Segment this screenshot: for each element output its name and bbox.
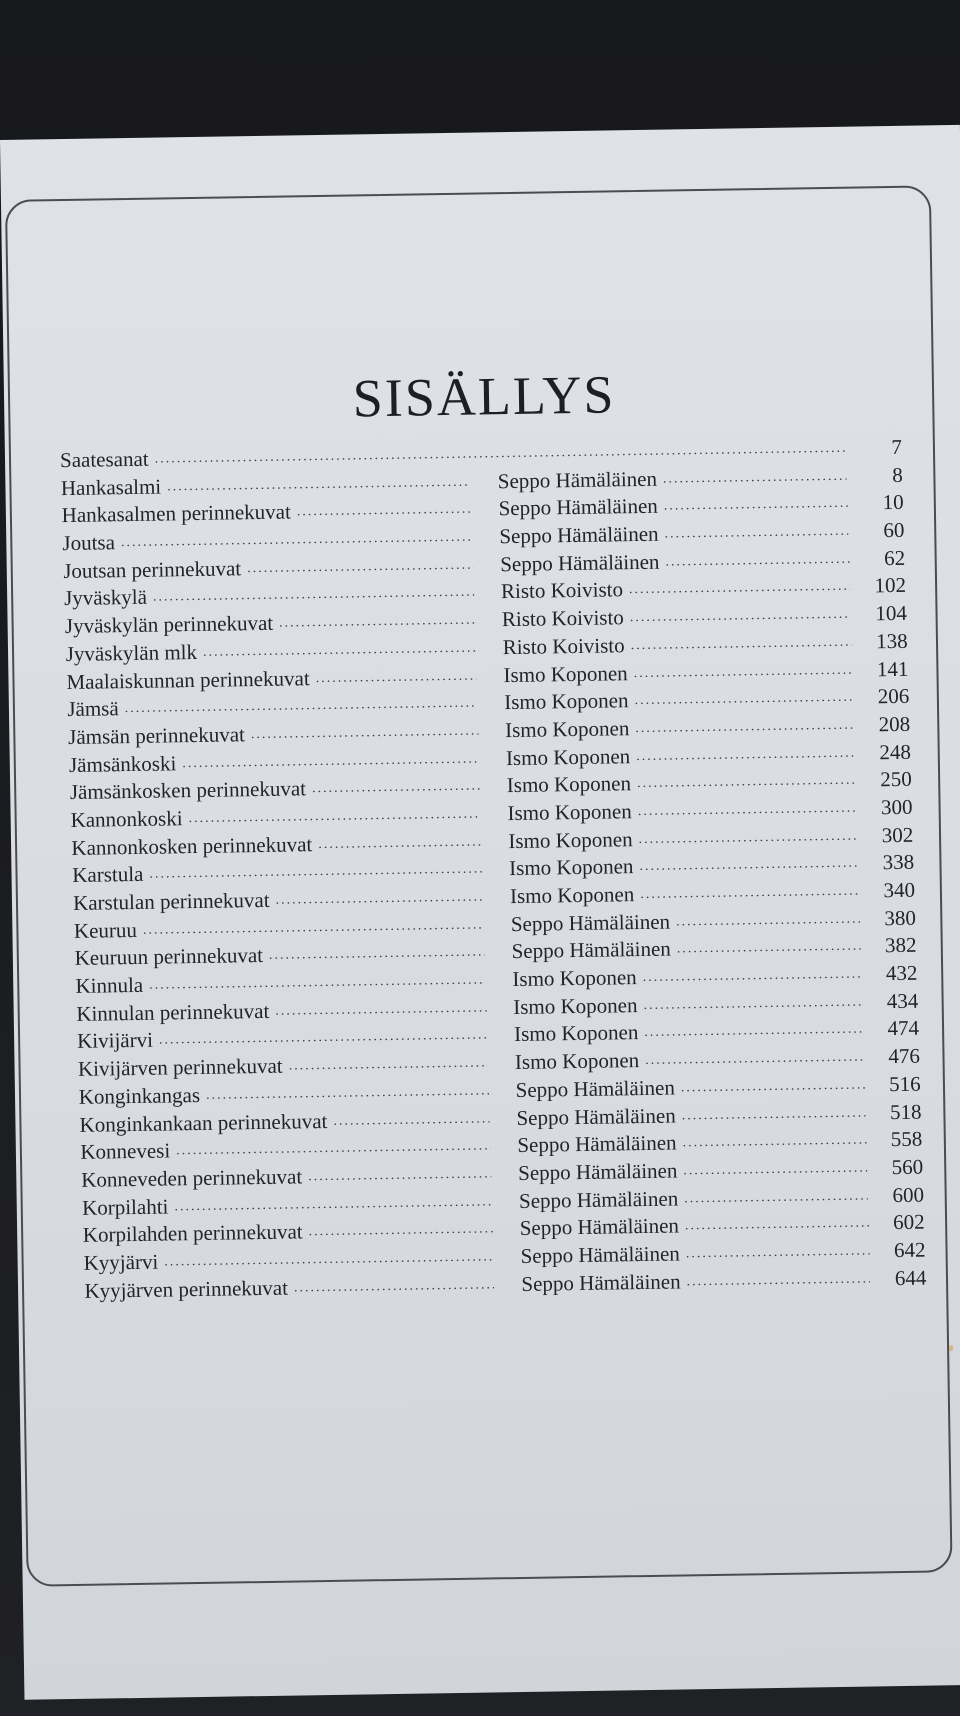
toc-author-name: Ismo Koponen [504,688,629,715]
table-of-contents [59,434,927,1305]
leader-dots [279,607,475,638]
leader-dots [636,739,855,770]
leader-dots [315,662,476,692]
toc-page-number: 602 [893,1209,925,1235]
toc-page-number: 302 [881,822,914,847]
toc-author-name: Ismo Koponen [513,992,638,1019]
leader-dots [634,684,853,715]
leader-dots [312,773,480,803]
toc-page-number: 60 [883,517,905,543]
leader-dots [630,628,851,659]
toc-place-name: Jämsänkosken perinnekuvat [69,776,307,805]
leader-dots [333,1105,490,1135]
toc-place-name: Karstula [72,862,144,888]
toc-place-name: Karstulan perinnekuvat [72,887,270,915]
toc-page-number: 208 [878,711,911,737]
leader-dots [206,1077,489,1109]
toc-author-name: Ismo Koponen [509,882,635,909]
leader-dots [203,634,476,666]
toc-place-name: Kivijärvi [76,1028,154,1054]
toc-author-name: Seppo Hämäläinen [500,549,660,576]
leader-dots [681,1099,865,1130]
leader-dots [640,878,859,909]
toc-author-name: Ismo Koponen [505,743,631,770]
leader-dots [275,884,483,915]
toc-author-name: Ismo Koponen [509,854,634,881]
toc-author-name: Risto Koivisto [501,605,625,632]
leader-dots [308,1160,491,1191]
leader-dots [677,933,861,964]
toc-page-number: 8 [892,462,903,487]
toc-entry-author [521,1265,876,1298]
toc-page-number: 62 [883,545,906,570]
leader-dots [676,905,860,936]
toc-page-number: 642 [893,1237,926,1263]
toc-author-name: Ismo Koponen [503,660,628,687]
toc-page-number: 141 [876,656,909,681]
leader-dots [635,712,854,743]
leader-dots [682,1127,866,1158]
toc-page-number: 7 [891,434,903,460]
toc-page-number: 518 [889,1099,922,1124]
toc-author-name: Risto Koivisto [500,577,624,604]
toc-place-name: Konginkangas [78,1082,201,1109]
toc-place-name: Jyväskylä [63,585,148,611]
toc-author-name: Ismo Koponen [512,965,637,992]
leader-dots [645,1044,864,1075]
leader-dots [643,988,862,1019]
leader-dots [681,1071,865,1102]
toc-place-name: Konginkankaan perinnekuvat [79,1108,328,1137]
toc-page-number: 102 [874,573,907,598]
leader-dots [686,1237,870,1268]
leader-dots [318,828,482,858]
toc-place-name: Kyyjärvi [83,1249,159,1275]
leader-dots [683,1154,867,1185]
leader-dots [638,822,857,853]
leader-dots [275,994,486,1025]
toc-author-name: Seppo Hämäläinen [516,1103,676,1130]
toc-page-number: 382 [884,933,917,958]
toc-place-name: Hankasalmi [60,474,162,500]
leader-dots [251,717,479,748]
toc-page-number: 600 [892,1182,925,1207]
toc-author-name: Ismo Koponen [504,716,630,743]
toc-author-name: Seppo Hämäläinen [520,1241,680,1268]
toc-page-number: 516 [888,1071,921,1096]
toc-author-name: Seppo Hämäläinen [517,1158,678,1185]
toc-author-name: Seppo Hämäläinen [498,494,659,521]
toc-author-name: Ismo Koponen [507,799,632,826]
toc-place-name: Korpilahden perinnekuvat [82,1219,303,1248]
leader-dots [638,795,857,826]
toc-author-name: Seppo Hämäläinen [515,1075,676,1102]
toc-author-name: Seppo Hämäläinen [511,936,671,964]
toc-page-number: 300 [880,794,913,820]
toc-page-number: 380 [884,905,917,930]
toc-place-name: Jämsä [67,696,119,722]
leader-dots [297,496,472,526]
toc-place-name: Keuruun perinnekuvat [74,943,264,971]
toc-place-name: Konnevesi [80,1138,171,1165]
toc-page-number: 558 [890,1126,923,1152]
toc-place-name: Jyväskylän perinnekuvat [64,610,274,639]
toc-page-number: 138 [875,628,908,654]
toc-author-name: Seppo Hämäläinen [517,1130,677,1158]
leader-dots [629,573,850,604]
toc-page-number: 104 [875,600,908,626]
toc-place-name: Jyväskylän mlk [65,639,198,666]
toc-place-name: Saatesanat [59,446,149,473]
leader-dots [247,551,474,582]
paper-speck [949,1345,953,1351]
leader-dots [639,850,858,881]
toc-author-name: Seppo Hämäläinen [510,909,671,936]
toc-page-number: 432 [885,960,918,986]
leader-dots [288,1050,488,1081]
leader-dots [308,1216,493,1247]
toc-place-name: Kinnula [75,972,144,998]
toc-place-name: Hankasalmen perinnekuvat [61,499,292,528]
toc-author-name: Ismo Koponen [513,1020,639,1047]
toc-author-name: Seppo Hämäläinen [497,466,658,493]
leader-dots [644,1016,863,1047]
toc-author-name: Risto Koivisto [502,633,625,659]
toc-place-name: Joutsan perinnekuvat [63,556,242,583]
toc-page-number: 476 [888,1043,921,1069]
toc-page-number: 10 [882,490,904,515]
leader-dots [664,490,848,521]
toc-page-number: 340 [883,877,916,903]
leader-dots [684,1182,868,1213]
toc-page-number: 206 [877,683,910,709]
leader-dots [637,767,856,798]
toc-place-name: Keuruu [73,917,138,943]
toc-place-name: Kinnulan perinnekuvat [76,998,270,1026]
toc-place-name: Konneveden perinnekuvat [81,1164,303,1192]
toc-page-number: 248 [879,739,912,764]
toc-place-name: Kyyjärven perinnekuvat [84,1275,289,1303]
toc-place-name: Maalaiskunnan perinnekuvat [66,665,310,694]
toc-author-name: Ismo Koponen [506,771,632,798]
toc-page-number: 644 [894,1265,927,1290]
toc-author-name: Ismo Koponen [514,1048,640,1075]
leader-dots [269,939,485,970]
leader-dots [630,601,851,632]
leader-dots [686,1265,870,1296]
toc-place-name: Korpilahti [81,1194,169,1220]
leader-dots [633,656,852,687]
toc-place-name: Kivijärven perinnekuvat [77,1053,283,1082]
leader-dots [685,1210,869,1241]
toc-page-number: 560 [891,1154,924,1179]
leader-dots [294,1271,495,1302]
toc-page-number: 338 [882,850,915,875]
leader-dots [665,545,849,576]
leader-dots [642,961,861,992]
book-page [0,125,960,1700]
toc-page-number: 434 [886,988,919,1013]
toc-author-name: Seppo Hämäläinen [499,521,659,549]
toc-place-name: Jämsänkoski [68,750,177,777]
toc-place-name: Jämsän perinnekuvat [67,722,246,749]
toc-author-name: Seppo Hämäläinen [519,1213,680,1241]
toc-place-name: Kannonkosken perinnekuvat [71,831,313,860]
toc-page-number: 474 [887,1016,920,1041]
page-title: SISÄLLYS [352,364,616,429]
toc-author-name: Ismo Koponen [508,826,633,853]
toc-place-name: Joutsa [62,530,116,556]
toc-author-name: Seppo Hämäläinen [518,1186,679,1213]
toc-page-number: 250 [880,767,912,792]
leader-dots [663,462,847,493]
toc-place-name: Kannonkoski [70,806,183,832]
leader-dots [664,518,848,549]
toc-author-name: Seppo Hämäläinen [521,1269,681,1296]
